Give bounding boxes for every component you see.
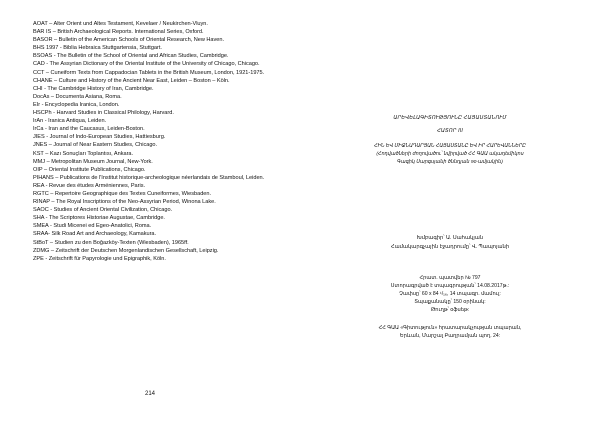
editor-line: Խմբագիր՝ Ա. Սահակյան xyxy=(416,235,484,241)
book-subtitle-block xyxy=(300,143,600,167)
editors-block xyxy=(300,234,600,251)
abbreviation-entry: CHANE – Culture and History of the Ancient Near East, Leiden – Boston – Köln. xyxy=(33,77,230,84)
abbreviation-entry: StBoT – Studien zu den Boğazköy-Texten (Wiesbaden), 1965ff. xyxy=(33,239,189,246)
abbreviation-entry: BSOAS - The Bulletin of the School of Oriental and African Studies, Cambridge. xyxy=(33,53,229,60)
abbreviation-entry: REA - Revue des études Arméniennes, Paris. xyxy=(33,182,146,189)
abbreviation-entry: SAOC - Studies of Ancient Oriental Civilization, Chicago. xyxy=(33,207,173,214)
abbreviation-entry: IrAn - Iranica Antiqua, Leiden. xyxy=(33,118,107,125)
publisher-line: ՀՀ ԳԱԱ «Գիտություն» հրատարակչության տպարան, xyxy=(378,325,522,331)
right-page xyxy=(300,0,600,425)
abbreviation-entry: OIP – Oriental Institute Publications, Chicago. xyxy=(33,166,146,173)
abbreviation-entry: AOAT – Alter Orient und Altes Testament, Kevelaer / Neukirchen-Vluyn. xyxy=(33,21,208,27)
print-detail-line: Ստորագրված է տպագրության՝ 14.08.2017թ.: xyxy=(390,283,510,289)
layout-credit-line: Համակարգչային էջադրումը՝ Վ. Պապոյանի xyxy=(390,243,510,250)
page-number: 214 xyxy=(144,391,155,397)
abbreviation-entry: HSCPh - Harvard Studies in Classical Philology, Harvard. xyxy=(33,110,174,117)
abbreviation-entry: EIr - Encyclopedia Iranica, London. xyxy=(33,101,120,108)
series-title: ԱՐԵՎԵԼԱԳԻՏՈՒԹՅՈՒՆԸ ՀԱՅԱՍՏԱՆՈՒՄ xyxy=(393,115,507,121)
print-detail-line: Չափսը՝ 60 x 84 ¹/₁₆, 14 տպագր. մամուլ: xyxy=(399,291,501,297)
abbreviation-entry: IrCa - Iran and the Caucasus, Leiden-Boston. xyxy=(33,126,145,133)
abbreviations-list xyxy=(33,20,288,263)
abbreviation-entry: SMEA - Studi Micenei ed Egeo-Anatolici, Roma. xyxy=(33,223,152,230)
abbreviation-entry: PIHANS – Publications de l'Institut historique-archeologique néerlandais de Stamboul, Leiden. xyxy=(33,174,265,181)
dedication-line: (Հոդվածների ժողովածու՝ նվիրված ՀՀ ԳԱԱ ակադեմիկոս xyxy=(376,152,524,158)
print-detail-line: Թուղթ՝ օֆսեթ: xyxy=(430,307,470,313)
volume-number: ՀԱՏՈՐ III xyxy=(437,127,463,134)
print-details-block xyxy=(300,274,600,314)
abbreviation-entry: CAD - The Assyrian Dictionary of the Oriental Institute of the University of Chicago, Chicago. xyxy=(33,61,260,68)
abbreviation-entry: CHI - The Cambridge History of Iran, Cambridge. xyxy=(33,85,154,92)
abbreviation-entry: SRAA- Silk Road Art and Archaeology, Kamakura. xyxy=(33,231,157,238)
dedication-line: Գագիկ Սարգսյանի ծննդյան 90-ամյակին) xyxy=(397,160,503,166)
abbreviation-entry: BHS 1997 - Biblia Hebraica Stuttgartensia, Stuttgart. xyxy=(33,45,162,52)
abbreviation-entry: ZPE - Zeitschrift für Papyrologie und Epigraphik, Köln. xyxy=(33,255,166,262)
abbreviation-entry: JIES - Journal of Indo-European Studies, Hattiesburg. xyxy=(33,134,166,141)
print-detail-line: Հրատ. պատվեր № 797 xyxy=(419,275,481,281)
publisher-address-line: Երևան, Մարշալ Բաղրամյան պող. 24: xyxy=(399,333,501,339)
abbreviation-entry: KST – Kazı Sonuçları Toplantısı, Ankara. xyxy=(33,150,134,157)
abbreviation-entry: SHA - The Scriptores Historiae Augustae, Cambridge. xyxy=(33,215,165,222)
abbreviation-entry: MMJ – Metropolitan Museum Journal, New-York. xyxy=(33,158,153,165)
abbreviation-entry: ZDMG – Zeitschrift der Deutschen Morgenlandischen Gesellschaft, Leipzig. xyxy=(33,247,219,254)
publisher-block xyxy=(300,324,600,340)
abbreviation-entry: RINAP – The Royal Inscriptions of the Neo-Assyrian Period, Winona Lake. xyxy=(33,199,216,206)
print-detail-line: Տպաքանակը՝ 150 օրինակ: xyxy=(414,299,486,305)
abbreviation-entry: CCT – Cuneiform Texts from Cappadocian Tablets in the British Museum, London, 1921-1975. xyxy=(33,69,265,76)
abbreviation-entry: JNES – Journal of Near Eastern Studies, Chicago. xyxy=(33,142,158,149)
abbreviation-entry: RGTC – Repertoire Geographique des Textes Cuneiformes, Wiesbaden. xyxy=(33,190,211,197)
book-subtitle: ՀԻՆ ԵՎ ՄԻՋՆԱԴԱՐՅԱՆ ՀԱՅԱՍՏԱՆԸ ԵՎ ԻՐ ՀԱՐԵՎԱՆՆԵՐԸ xyxy=(374,144,526,149)
abbreviation-entry: DocAs – Documenta Asiana, Roma. xyxy=(33,93,122,100)
abbreviation-entry: BAR IS – British Archaeological Reports. International Series, Oxford. xyxy=(33,29,204,36)
book-title-block xyxy=(300,112,600,137)
abbreviation-entry: BASOR – Bulletin of the American Schools of Oriental Research, New Haven. xyxy=(33,37,224,44)
